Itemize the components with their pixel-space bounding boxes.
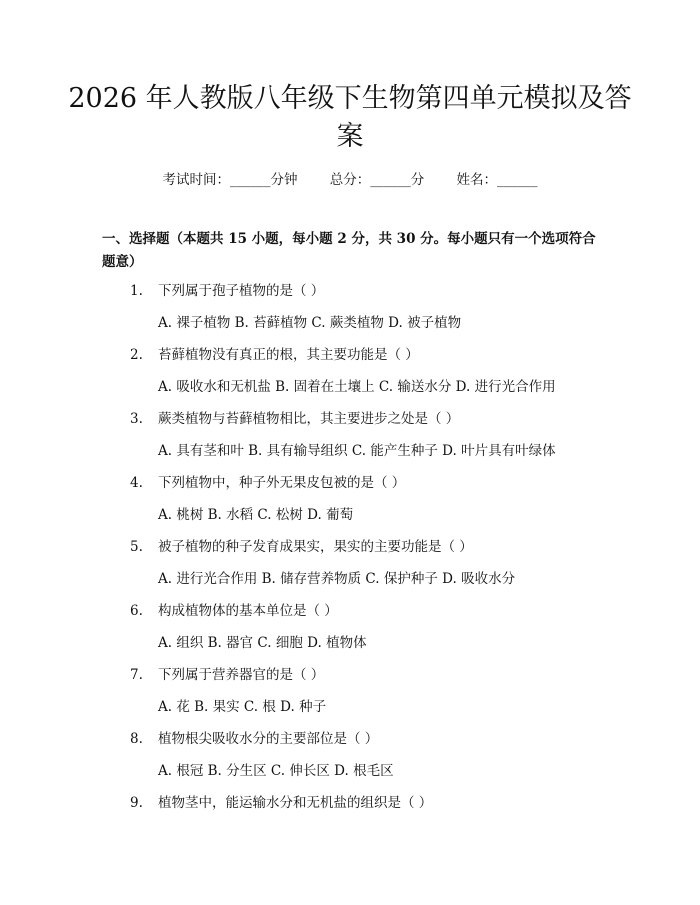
question-7 — [130, 666, 324, 684]
question-5 — [130, 538, 473, 556]
question-number: 6. — [130, 603, 143, 619]
question-text: 构成植物体的基本单位是（ ） — [158, 603, 338, 619]
question-5-options: A. 进行光合作用 B. 储存营养物质 C. 保护种子 D. 吸收水分 — [158, 571, 516, 587]
question-number: 2. — [130, 347, 143, 363]
question-8 — [130, 730, 378, 748]
question-text: 苔藓植物没有真正的根，其主要功能是（ ） — [158, 347, 419, 363]
question-number: 7. — [130, 667, 143, 683]
exam-info-line — [0, 168, 700, 188]
question-4-options: A. 桃树 B. 水稻 C. 松树 D. 葡萄 — [158, 507, 354, 523]
question-7-options: A. 花 B. 果实 C. 根 D. 种子 — [158, 699, 327, 715]
question-number: 9. — [130, 795, 143, 811]
question-3-options: A. 具有茎和叶 B. 具有输导组织 C. 能产生种子 D. 叶片具有叶绿体 — [158, 443, 556, 459]
question-number: 1. — [130, 283, 143, 299]
question-1 — [130, 282, 324, 300]
question-4 — [130, 474, 405, 492]
question-8-options: A. 根冠 B. 分生区 C. 伸长区 D. 根毛区 — [158, 763, 394, 779]
question-number: 5. — [130, 539, 143, 555]
question-text: 下列属于孢子植物的是（ ） — [158, 283, 325, 299]
question-2 — [130, 346, 419, 364]
question-number: 3. — [130, 411, 143, 427]
name-field: 姓名：______ — [456, 172, 538, 188]
question-text: 被子植物的种子发育成果实，果实的主要功能是（ ） — [158, 539, 473, 555]
question-text: 下列植物中，种子外无果皮包被的是（ ） — [158, 475, 406, 491]
question-6-options: A. 组织 B. 器官 C. 细胞 D. 植物体 — [158, 635, 367, 651]
question-3 — [130, 410, 459, 428]
question-9 — [130, 794, 432, 812]
question-number: 4. — [130, 475, 143, 491]
section-heading: 一、选择题（本题共 15 小题，每小题 2 分，共 30 分。每小题只有一个选项符合题意） — [102, 231, 596, 270]
question-text: 蕨类植物与苔藓植物相比，其主要进步之处是（ ） — [158, 411, 460, 427]
question-6 — [130, 602, 338, 620]
total-score-field: 总分：______分 — [329, 172, 425, 188]
question-text: 下列属于营养器官的是（ ） — [158, 667, 325, 683]
question-1-options: A. 裸子植物 B. 苔藓植物 C. 蕨类植物 D. 被子植物 — [158, 315, 462, 331]
question-number: 8. — [130, 731, 143, 747]
page-title: 2026 年人教版八年级下生物第四单元模拟及答案 — [68, 83, 632, 152]
question-text: 植物茎中，能运输水分和无机盐的组织是（ ） — [158, 795, 433, 811]
question-2-options: A. 吸收水和无机盐 B. 固着在土壤上 C. 输送水分 D. 进行光合作用 — [158, 379, 556, 395]
exam-time-field: 考试时间：______分钟 — [162, 172, 298, 188]
question-text: 植物根尖吸收水分的主要部位是（ ） — [158, 731, 379, 747]
